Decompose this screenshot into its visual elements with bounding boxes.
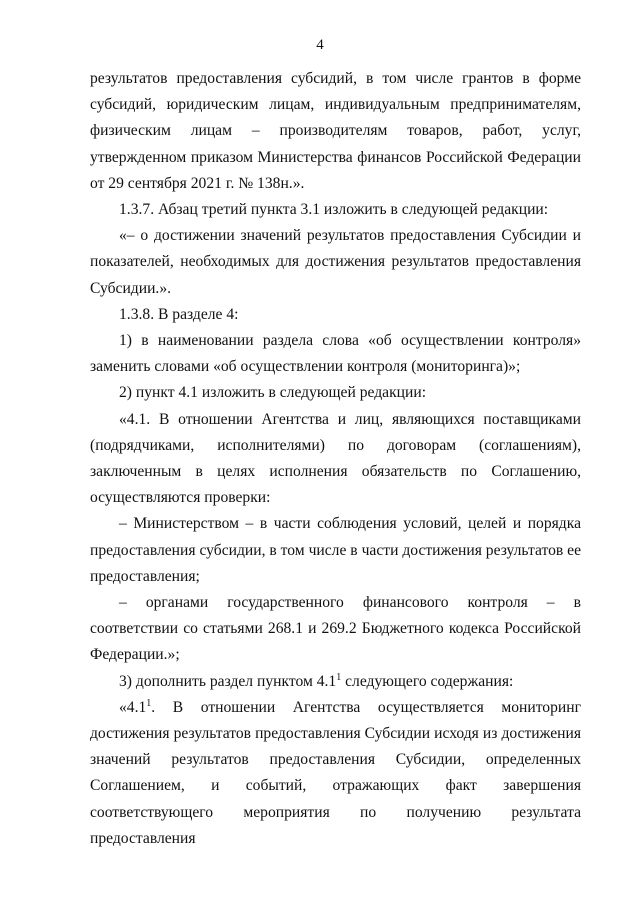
paragraph-item-1: 1) в наименовании раздела слова «об осуществлении контроля» заменить словами «об осуществлении контроля (мониторинга)»; bbox=[90, 332, 581, 376]
paragraph-continuation: результатов предоставления субсидий, в том числе грантов в форме субсидий, юридическим лицам, индивидуальным предпринимателям, физическим лицам – производителям товаров, работ, услуг, утвержденном приказом Министерства финансов Российской Федерации от 29 сентября 2021 г. № 138н.». bbox=[90, 70, 581, 192]
paragraph-1-3-7: 1.3.7. Абзац третий пункта 3.1 изложить в следующей редакции: bbox=[119, 201, 549, 219]
item-3-text-before: 3) дополнить раздел пунктом 4.1 bbox=[119, 672, 337, 690]
item-3-superscript: 1 bbox=[336, 671, 342, 683]
paragraph-1-3-8: 1.3.8. В разделе 4: bbox=[119, 305, 239, 323]
paragraph-item-2: 2) пункт 4.1 изложить в следующей редакции: bbox=[119, 384, 427, 402]
document-body bbox=[90, 66, 581, 852]
paragraph-quote-4-1: «4.1. В отношении Агентства и лиц, являющихся поставщиками (подрядчиками, исполнителями) по договорам (соглашениям), заключенным в целях исполнения обязательств по Соглашению, осуществляются проверки: bbox=[90, 410, 581, 507]
quote-4-1-1-text-before: «4.1 bbox=[119, 698, 147, 716]
paragraph-ministry-dash: – Министерством – в части соблюдения условий, целей и порядка предоставления субсидии, в том числе в части достижения результатов ее предоставления; bbox=[90, 515, 581, 585]
paragraph-control-bodies-dash: – органами государственного финансового контроля – в соответствии со статьями 268.1 и 269.2 Бюджетного кодекса Российской Федерации.»; bbox=[90, 594, 581, 664]
paragraph-quote-4-1-1 bbox=[90, 695, 581, 852]
quote-4-1-1-superscript: 1 bbox=[146, 697, 152, 709]
paragraph-quote-3-1: «– о достижении значений результатов предоставления Субсидии и показателей, необходимых для достижения результатов предоставления Субсидии.». bbox=[90, 227, 581, 297]
item-3-text-after: следующего содержания: bbox=[341, 672, 514, 690]
page-number: 4 bbox=[316, 37, 324, 53]
quote-4-1-1-text-after: . В отношении Агентства осуществляется мониторинг достижения результатов предоставления Субсидии исходя из достижения значений результатов предоставления Субсидии, определенных Соглашением, и событий, отражающих факт завершения соответствующего мероприятия по получению результата предоставления bbox=[90, 698, 581, 847]
paragraph-item-3 bbox=[90, 669, 581, 695]
